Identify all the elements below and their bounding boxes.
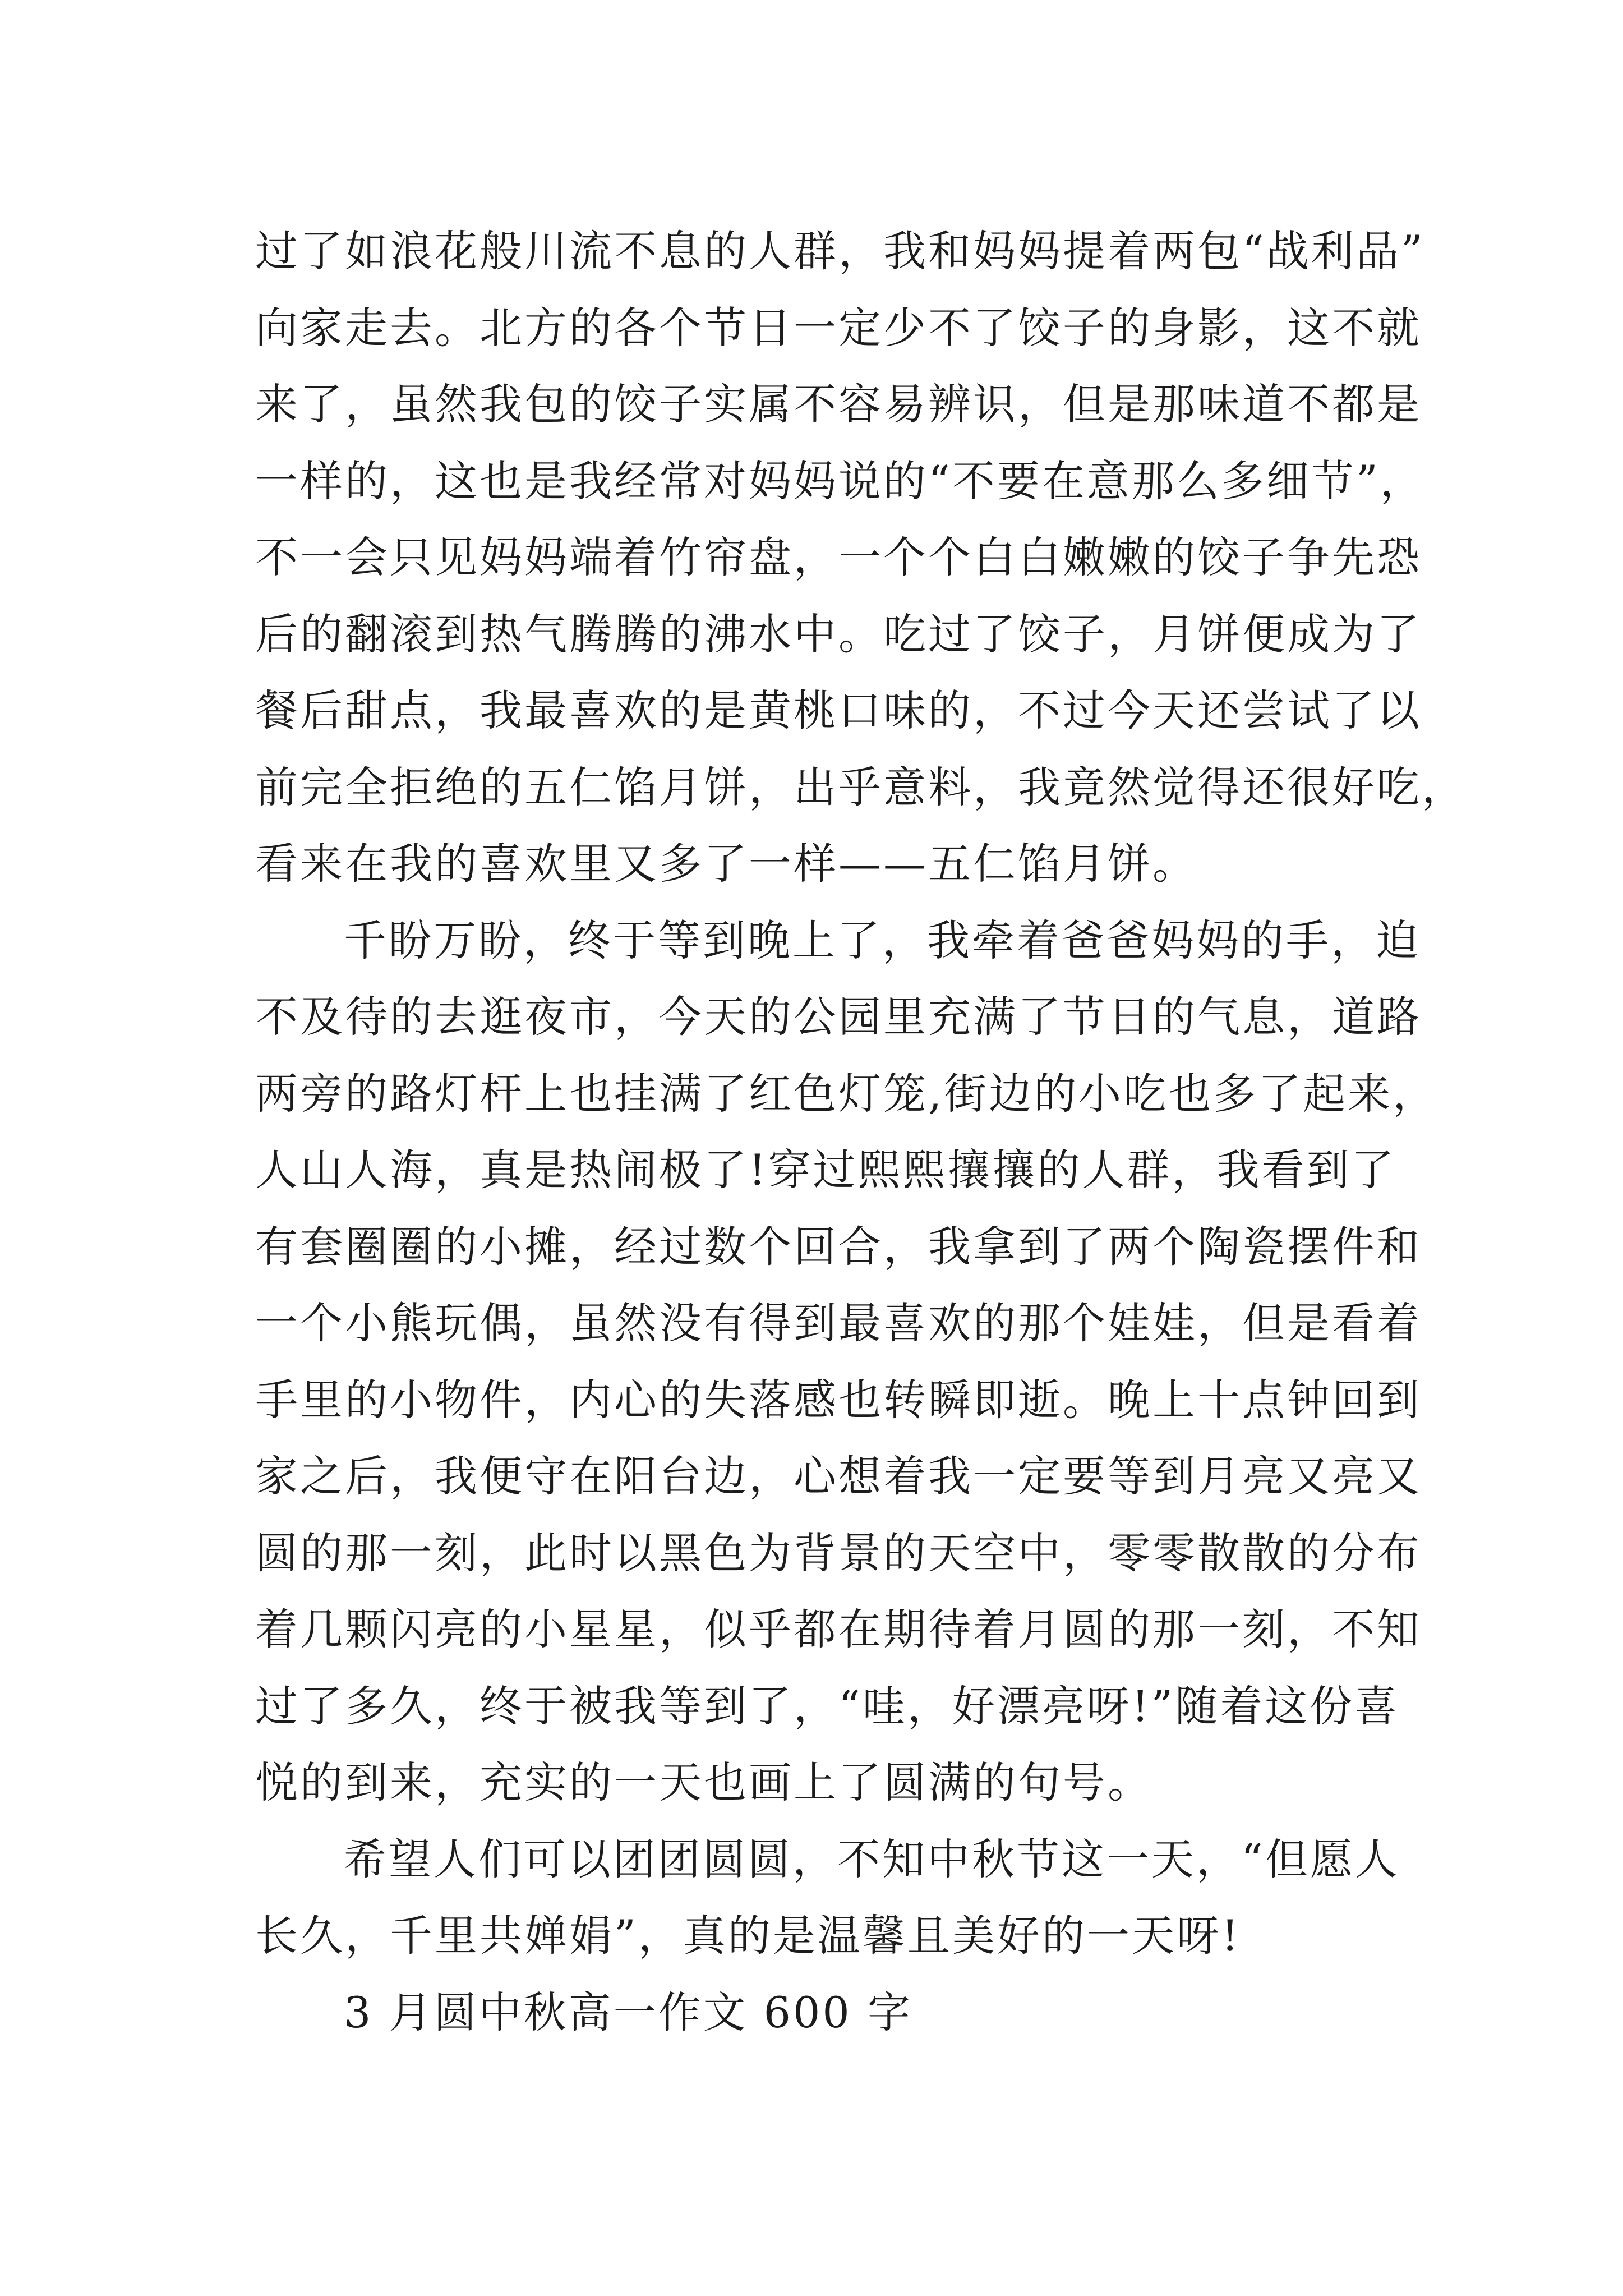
- text-line: 过了如浪花般川流不息的人群，我和妈妈提着两包“战利品”: [255, 226, 1425, 276]
- text-line: 千盼万盼，终于等到晚上了，我牵着爸爸妈妈的手，迫: [344, 915, 1421, 965]
- text-line: 两旁的路灯杆上也挂满了红色灯笼,街边的小吃也多了起来，: [255, 1068, 1438, 1119]
- text-line: 不一会只见妈妈端着竹帘盘，一个个白白嫩嫩的饺子争先恐: [255, 532, 1422, 582]
- text-line: 悦的到来，充实的一天也画上了圆满的句号。: [255, 1757, 1152, 1807]
- text-line: 手里的小物件，内心的失落感也转瞬即逝。晚上十点钟回到: [255, 1374, 1422, 1425]
- text-line: 看来在我的喜欢里又多了一样——五仁馅月饼。: [255, 839, 1197, 889]
- text-line: 家之后，我便守在阳台边，心想着我一定要等到月亮又亮又: [255, 1451, 1422, 1501]
- text-line: 来了，虽然我包的饺子实属不容易辨识，但是那味道不都是: [255, 379, 1422, 429]
- text-line: 希望人们可以团团圆圆，不知中秋节这一天，“但愿人: [344, 1834, 1400, 1884]
- text-line: 圆的那一刻，此时以黑色为背景的天空中，零零散散的分布: [255, 1527, 1422, 1578]
- document-body: [255, 213, 1467, 2051]
- text-line: 一个小熊玩偶，虽然没有得到最喜欢的那个娃娃，但是看着: [255, 1298, 1422, 1348]
- text-line: 人山人海，真是热闹极了!穿过熙熙攘攘的人群，我看到了: [255, 1145, 1396, 1195]
- text-line: 前完全拒绝的五仁馅月饼，出乎意料，我竟然觉得还很好吃，: [255, 762, 1467, 812]
- text-line: 有套圈圈的小摊，经过数个回合，我拿到了两个陶瓷摆件和: [255, 1221, 1422, 1272]
- text-line: 着几颗闪亮的小星星，似乎都在期待着月圆的那一刻，不知: [255, 1604, 1422, 1654]
- paragraph-2: [255, 903, 1438, 1821]
- text-line: 长久，千里共婵娟”，真的是温馨且美好的一天呀!: [255, 1911, 1241, 1961]
- text-line: 不及待的去逛夜市，今天的公园里充满了节日的气息，道路: [255, 992, 1422, 1042]
- paragraph-1: [255, 213, 1467, 903]
- text-line: 餐后甜点，我最喜欢的是黄桃口味的，不过今天还尝试了以: [255, 685, 1422, 735]
- text-line: 后的翻滚到热气腾腾的沸水中。吃过了饺子，月饼便成为了: [255, 609, 1422, 659]
- text-line: 过了多久，终于被我等到了，“哇，好漂亮呀!”随着这份喜: [255, 1681, 1400, 1731]
- text-line: 一样的，这也是我经常对妈妈说的“不要在意那么多细节”，: [255, 455, 1425, 506]
- paragraph-3: [255, 1821, 1405, 1975]
- text-line: 向家走去。北方的各个节日一定少不了饺子的身影，这不就: [255, 302, 1422, 353]
- essay-title: 3 月圆中秋高一作文 600 字: [344, 1987, 912, 2037]
- section-heading: [255, 1975, 1405, 2051]
